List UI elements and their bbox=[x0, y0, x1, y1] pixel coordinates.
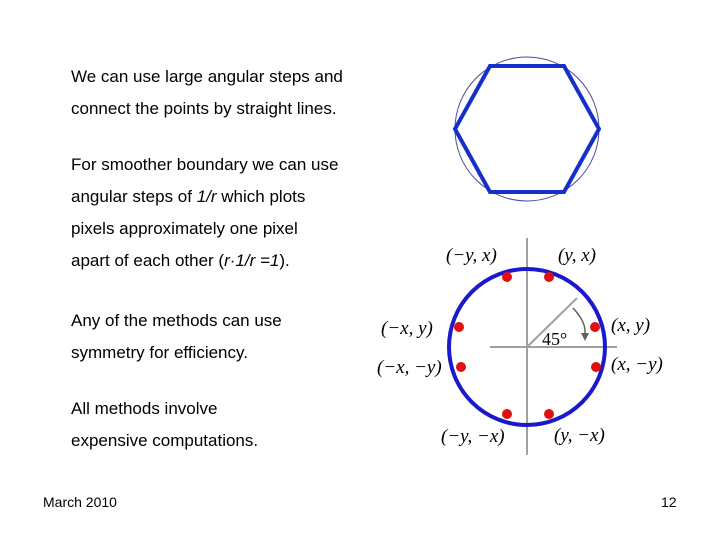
math-expression: r·1/r =1 bbox=[224, 251, 280, 270]
paragraph-smoother-boundary bbox=[71, 149, 411, 277]
text-fragment: ). bbox=[279, 251, 290, 270]
paragraph-symmetry bbox=[71, 305, 411, 369]
text-line: Any of the methods can use bbox=[71, 311, 282, 330]
paragraph-computations bbox=[71, 393, 411, 457]
text-line: All methods involve bbox=[71, 399, 218, 418]
page-number: 12 bbox=[661, 494, 677, 510]
text-line: connect the points by straight lines. bbox=[71, 99, 337, 118]
angle-arrowhead bbox=[581, 333, 589, 341]
symmetry-diagram bbox=[370, 230, 710, 466]
label-y-neg-x: (y, −x) bbox=[554, 425, 605, 446]
point-x-y bbox=[590, 322, 600, 332]
text-line: pixels approximately one pixel bbox=[71, 219, 298, 238]
text-line: For smoother boundary we can use bbox=[71, 155, 339, 174]
math-expression: 1/r bbox=[196, 187, 217, 206]
point-x-neg-y bbox=[591, 362, 601, 372]
angle-label: 45° bbox=[542, 329, 568, 349]
point-y-neg-x bbox=[544, 409, 554, 419]
text-line: symmetry for efficiency. bbox=[71, 343, 248, 362]
text-fragment: angular steps of bbox=[71, 187, 197, 206]
text-fragment: which plots bbox=[216, 187, 306, 206]
hexagon bbox=[455, 66, 599, 192]
label-neg-x-neg-y: (−x, −y) bbox=[377, 357, 442, 378]
point-neg-y-x bbox=[502, 272, 512, 282]
text-line: expensive computations. bbox=[71, 431, 259, 450]
outer-circle bbox=[455, 57, 599, 201]
point-neg-x-neg-y bbox=[456, 362, 466, 372]
label-y-x: (y, x) bbox=[558, 245, 596, 266]
angle-arc bbox=[573, 308, 585, 333]
label-neg-x-y: (−x, y) bbox=[381, 318, 433, 339]
paragraph-large-steps bbox=[71, 61, 411, 125]
text-line: We can use large angular steps and bbox=[71, 67, 343, 86]
footer-date: March 2010 bbox=[43, 494, 117, 510]
point-y-x bbox=[544, 272, 554, 282]
text-line bbox=[71, 181, 411, 213]
label-x-neg-y: (x, −y) bbox=[611, 354, 663, 375]
point-neg-y-neg-x bbox=[502, 409, 512, 419]
hexagon-diagram bbox=[440, 50, 620, 210]
label-neg-y-x: (−y, x) bbox=[446, 245, 497, 266]
text-line bbox=[71, 245, 411, 277]
point-neg-x-y bbox=[454, 322, 464, 332]
label-neg-y-neg-x: (−y, −x) bbox=[441, 426, 505, 447]
text-fragment: apart of each other ( bbox=[71, 251, 225, 270]
label-x-y: (x, y) bbox=[611, 315, 651, 336]
